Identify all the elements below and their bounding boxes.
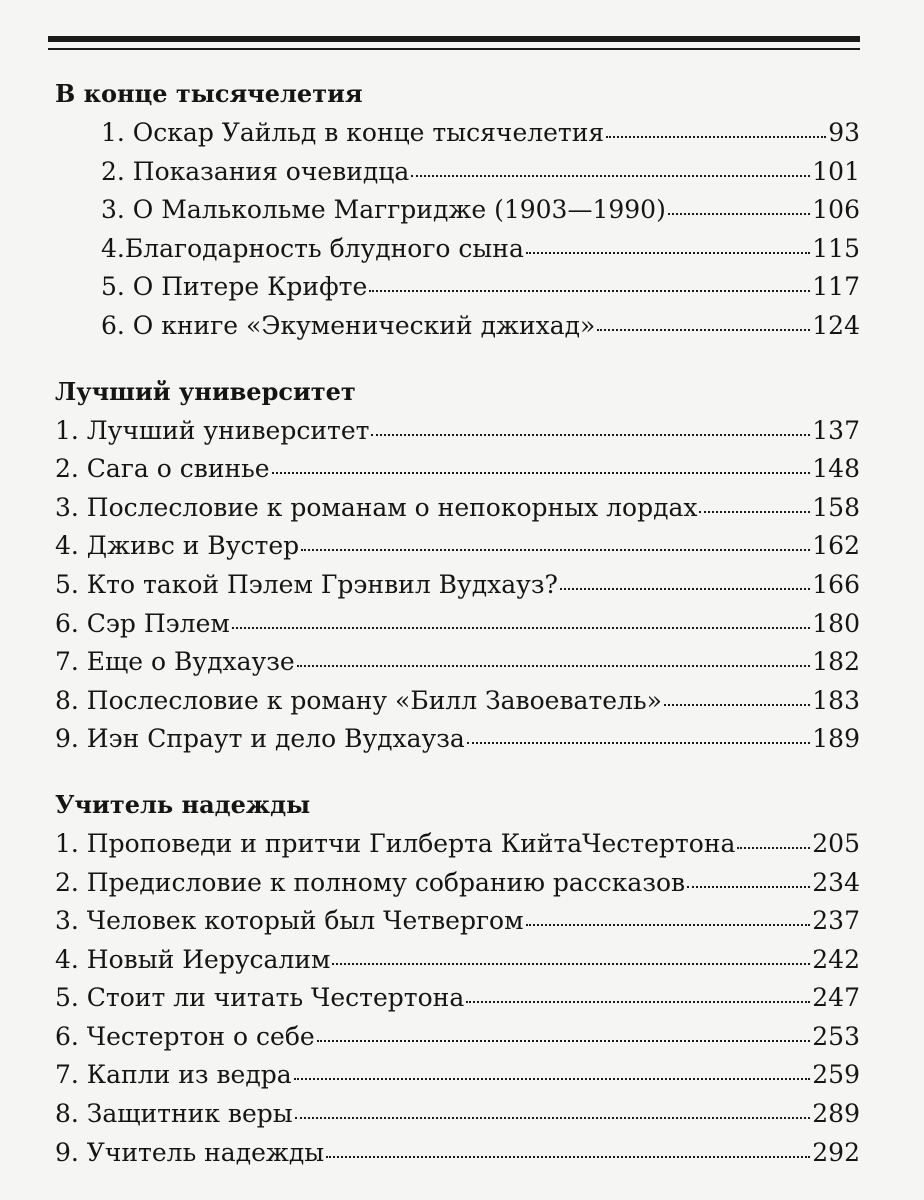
toc-entry <box>55 450 860 489</box>
dot-leader <box>295 1117 811 1119</box>
entry-page-number: 101 <box>812 156 860 186</box>
entry-page-number: 180 <box>812 608 860 638</box>
section-title: Учитель надежды <box>55 789 311 819</box>
entry-page-number: 237 <box>812 906 860 936</box>
toc-entry <box>55 720 860 759</box>
toc-entry <box>55 566 860 605</box>
entry-page-number: 247 <box>812 983 860 1013</box>
entry-page-number: 292 <box>812 1137 860 1167</box>
toc-entry <box>55 230 860 269</box>
dot-leader <box>317 1040 811 1042</box>
entry-title: 8. Послесловие к роману «Билл Завоеватель» <box>55 685 662 715</box>
toc-entry <box>55 307 860 346</box>
entry-page-number: 115 <box>812 233 860 263</box>
dot-leader <box>369 290 810 292</box>
section-gap <box>55 346 860 372</box>
entry-page-number: 253 <box>812 1021 860 1051</box>
entry-page-number: 148 <box>812 454 860 484</box>
dot-leader <box>526 924 811 926</box>
entry-title: 2. Сага о свинье <box>55 454 270 484</box>
dot-leader <box>560 588 810 590</box>
entry-title: 9. Иэн Спраут и дело Вудхауза <box>55 724 465 754</box>
entry-title: 2. Предисловие к полному собранию рассказов <box>55 867 686 897</box>
dot-leader <box>371 434 810 436</box>
entry-page-number: 242 <box>812 944 860 974</box>
header-rule-thin <box>48 48 860 50</box>
entry-title: 5. Стоит ли читать Честертона <box>55 983 465 1013</box>
dot-leader <box>411 175 810 177</box>
entry-page-number: 166 <box>812 569 860 599</box>
entry-page-number: 93 <box>828 118 860 147</box>
dot-leader <box>597 329 810 331</box>
toc-section <box>55 372 860 759</box>
entry-title: 2. Показания очевидца <box>101 156 410 186</box>
toc-entry <box>55 114 860 153</box>
entry-title: 1. Проповеди и притчи Гилберта КийтаЧестертона <box>55 828 736 858</box>
dot-leader <box>301 549 810 551</box>
entry-page-number: 137 <box>812 415 860 445</box>
section-title: Лучший университет <box>55 376 356 406</box>
toc-entry <box>55 1134 860 1173</box>
header-rule-thick <box>48 36 860 42</box>
dot-leader <box>272 472 811 474</box>
entry-title: 6. Сэр Пэлем <box>55 608 230 638</box>
entry-title: 3. Человек который был Четвергом <box>55 906 524 936</box>
entry-page-number: 189 <box>812 724 860 754</box>
toc-entry <box>55 864 860 903</box>
dot-leader <box>232 627 810 629</box>
entry-page-number: 234 <box>812 867 860 897</box>
entry-page-number: 259 <box>812 1060 860 1090</box>
dot-leader <box>664 704 810 706</box>
entry-title: 5. Кто такой Пэлем Грэнвил Вудхауз? <box>55 569 558 599</box>
entry-title: 4.Благодарность блудного сына <box>101 233 524 263</box>
entry-title: 1. Лучший университет <box>55 415 370 445</box>
entry-page-number: 106 <box>812 195 860 225</box>
dot-leader <box>326 1156 810 1158</box>
entry-title: 4. Новый Иерусалим <box>55 944 331 974</box>
entry-title: 6. Честертон о себе <box>55 1021 315 1051</box>
entry-title: 1. Оскар Уайльд в конце тысячелетия <box>101 118 605 147</box>
toc-entry <box>55 979 860 1018</box>
toc-entry <box>55 1095 860 1134</box>
entry-page-number: 158 <box>812 492 860 522</box>
section-title: В конце тысячелетия <box>55 79 363 108</box>
entry-page-number: 205 <box>812 828 860 858</box>
entry-title: 9. Учитель надежды <box>55 1137 325 1167</box>
entry-title: 3. О Малькольме Маггридже (1903—1990) <box>101 195 666 225</box>
dot-leader <box>699 511 810 513</box>
toc-entry <box>55 1056 860 1095</box>
toc-entry <box>55 605 860 644</box>
entry-title: 6. О книге «Экуменический джихад» <box>101 310 596 340</box>
toc-entry <box>55 527 860 566</box>
dot-leader <box>294 1078 811 1080</box>
toc-entry <box>55 682 860 721</box>
entry-title: 7. Капли из ведра <box>55 1060 292 1090</box>
toc-entry <box>55 191 860 230</box>
entry-page-number: 124 <box>812 310 860 340</box>
entry-title: 3. Послесловие к романам о непокорных лордах <box>55 492 698 522</box>
entry-title: 7. Еще о Вудхаузе <box>55 647 295 677</box>
dot-leader <box>526 252 810 254</box>
dot-leader <box>687 886 810 888</box>
toc-section <box>55 785 860 1172</box>
toc-entry <box>55 1018 860 1057</box>
toc-section <box>55 74 860 346</box>
section-gap <box>55 759 860 785</box>
dot-leader <box>467 742 810 744</box>
entry-page-number: 183 <box>812 685 860 715</box>
dot-leader <box>466 1001 810 1003</box>
dot-leader <box>668 213 810 215</box>
toc-entry <box>55 153 860 192</box>
entry-title: 8. Защитник веры <box>55 1099 293 1129</box>
dot-leader <box>737 847 810 849</box>
entry-title: 5. О Питере Крифте <box>101 272 368 302</box>
entry-page-number: 162 <box>812 531 860 561</box>
toc-entry <box>55 412 860 451</box>
entry-page-number: 182 <box>812 647 860 677</box>
dot-leader <box>606 136 826 138</box>
toc-entry <box>55 489 860 528</box>
entry-page-number: 117 <box>812 272 860 302</box>
table-of-contents <box>55 74 860 1172</box>
toc-entry <box>55 825 860 864</box>
toc-entry <box>55 941 860 980</box>
entry-title: 4. Дживс и Вустер <box>55 531 300 561</box>
entry-page-number: 289 <box>812 1099 860 1129</box>
dot-leader <box>297 665 811 667</box>
toc-entry <box>55 643 860 682</box>
toc-entry <box>55 268 860 307</box>
dot-leader <box>332 963 810 965</box>
toc-entry <box>55 902 860 941</box>
